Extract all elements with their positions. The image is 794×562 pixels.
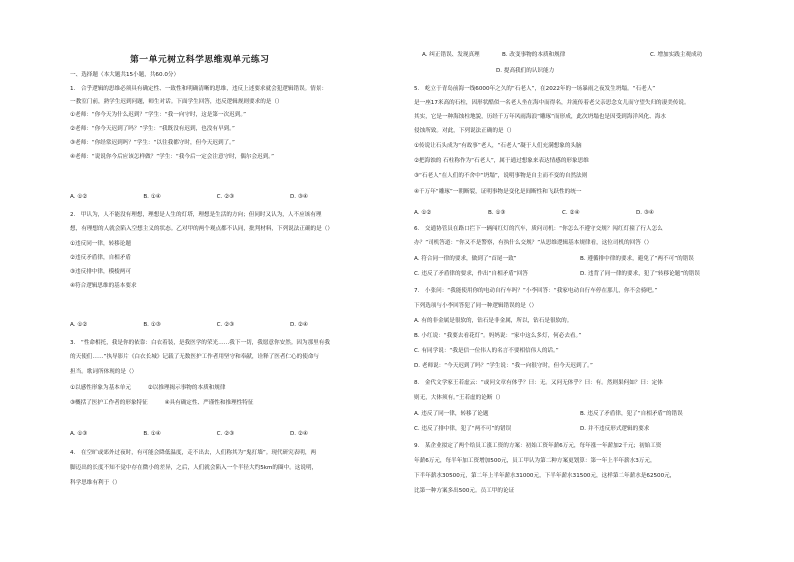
option-c[interactable]: C. ②③ [216, 431, 235, 437]
option-c[interactable]: C. 违反了矛盾律的要求，作出“自相矛盾”回答 [414, 271, 528, 277]
question-1-line: ④老师：“说说你今后应该怎样做？”学生：“我今后一定会注意守时，偶尔会迟到。” [70, 154, 274, 160]
option-b[interactable]: B. ①④ [143, 194, 161, 200]
option-c[interactable]: C. 违反了排中律，犯了“两不可”的错误 [414, 426, 512, 432]
question-6-line: 办？”司机答道：“你又不是警察，有执什么交规？”从思维逻辑基本规律看，这位司机的回答（） [414, 240, 653, 246]
option-d[interactable]: D. ②④ [289, 322, 308, 328]
option-d[interactable]: D. ③④ [289, 194, 308, 200]
question-5-options [414, 210, 676, 217]
option-c[interactable]: C. ②③ [216, 322, 235, 328]
question-3-line: 的天使们……”执导影片《白衣长城》记载了无数医护工作者用坚守和奉献，诠释了医者仁心的使命与 [70, 354, 320, 360]
question-2-line: 想，有理想的人就会陷入空想主义的状态。乙对甲的两个观点都不认同，批判材料，下列说法正确的是（） [70, 226, 333, 232]
question-2-options [70, 322, 330, 329]
option-c[interactable]: C. 有同学说：“我是信一位伟人的名言不要相信伟人的话。” [414, 348, 559, 354]
option-a[interactable]: A. ①② [70, 322, 88, 328]
option-c[interactable]: C. 增加实践主观成功 [650, 52, 703, 58]
question-5-line: 其实，它是一种海蚀柱地貌，历经千万年风雨海浪“雕琢”而形成，此次坍塌也是因受到海洋风化、海水 [414, 114, 666, 120]
question-5-line: ①传说让石头成为“有故事”老人，“石老人”凝于人们充满想象的头脑 [414, 143, 582, 149]
option-d[interactable]: D. 提高我们的认识能力 [496, 68, 555, 74]
section-heading: 一、选择题（本大题共15小题，共60.0分） [70, 72, 180, 78]
question-1-line: ②老师：“你今天迟到了吗？”学生：“我既没有迟到，也没有早到。” [70, 126, 235, 132]
option-a[interactable]: A. 纠正错误、发现真理 [422, 52, 480, 58]
question-9-line: 9. 某企业拟定了两个给员工涨工资的方案：初始工资年薪6万元，每年涨一年薪加2千元；初始工资 [414, 443, 662, 449]
question-6-line: 6. 交通协管员在路口拦下一辆闯红灯的汽车，质问司机：“你怎么不遵守交规？闯红灯撞了行人怎么 [414, 226, 663, 232]
question-1-options [70, 194, 330, 201]
option-a[interactable]: A. 有的非金属是很软的，钻石是非金属，所以，钻石是很软的。 [414, 318, 573, 324]
question-1-line: 1. 合乎逻辑的思维必须具有确定性、一致性和明确清晰的思维，违反上述要求就会犯逻辑错误。情景： [70, 86, 328, 92]
option-c[interactable]: C. ②③ [216, 194, 235, 200]
option-d[interactable]: D. ③④ [636, 210, 654, 216]
question-5-line: 是一座17米高的石柱，因形状酷似一名老人坐在海中而得名，并流传着老父亲思念女儿而守望失归的凄美传说。 [414, 100, 690, 106]
option-b[interactable]: B. 遵循排中律的要求，避免了“两不可”的错误 [580, 256, 694, 262]
question-3-line: ①以感性形象为基本单元 ②以推理揭示事物的本质和规律 [70, 385, 226, 391]
option-a[interactable]: A. 违反了同一律，转移了论题 [414, 411, 489, 417]
question-2-line: ③违反排中律，模棱两可 [70, 269, 131, 275]
question-3-line: ③概括了医护工作者的形象特征 ④具有确定性、严谨性和推理性特征 [70, 400, 254, 406]
option-b[interactable]: B. ①③ [143, 322, 161, 328]
option-c[interactable]: C. ②④ [562, 210, 580, 216]
option-a[interactable]: A. ①② [70, 194, 88, 200]
question-1-line: ①老师：“你今天为什么迟到？”学生：“我一向守时，这是第一次迟到。” [70, 112, 247, 118]
question-1-line: ③老师：“你经常迟到吗？”学生：“以往我都守时，但今天迟到了。” [70, 140, 235, 146]
question-2-line: ②违反矛盾律，自相矛盾 [70, 255, 131, 261]
question-9-line: 比第一种方案多出500元。员工甲的论证 [414, 488, 515, 494]
question-5-line: ④千万年“雕琢”一朝断裂，证明事物是变化是间断性和飞跃性的统一 [414, 189, 582, 195]
question-9-line: 年薪6万元，每半年加工资增加500元，员工甲认为第二种方案更划算：第一年上半年薪水3万元， [414, 458, 656, 464]
question-4-line: 脚迈出的长度不知不觉中存在微小的差异，之后，人们就会陷入一个半径大约5km的圈中。这说明， [70, 465, 318, 471]
option-d[interactable]: D. 并不违反形式逻辑的要求 [580, 426, 650, 432]
question-4-line: 4. 在空旷或郊外过夜时，有可能会降低温度，走不出去，人们称其为“鬼打墙”。现代研究表明，两 [70, 450, 317, 456]
option-b[interactable]: B. ①④ [143, 431, 161, 437]
option-a[interactable]: A. 符合同一律的要求，做到了“首尾一致” [414, 256, 517, 262]
option-d[interactable]: D. 违背了同一律的要求，犯了“转移论题”的错误 [580, 271, 700, 277]
question-7-line: 7. 小张问：“我能使用你的电动自行车吗？”小李回答：“我家电动自行车停在那儿，你不会骑吧。” [414, 288, 658, 294]
option-a[interactable]: A. ①② [414, 210, 432, 216]
question-7-line: 下列选项与小李回答犯了同一种逻辑错误的是（） [414, 303, 538, 309]
option-b[interactable]: B. 改变事物的本质和规律 [502, 52, 566, 58]
question-1-line: 一教室门前，熟学生迟到问题，师生对话。下面学生回答，违反逻辑规则要求的是（） [70, 99, 283, 105]
question-3-line: 担当。歌词所体现的是（） [70, 369, 138, 375]
option-a[interactable]: A. ①③ [70, 431, 88, 437]
question-9-line: 下半年薪水30500元，第二年上半年薪水31000元，下半年薪水31500元，这样第二年薪水是62500元， [414, 473, 676, 479]
question-2-line: ④符合逻辑思维的基本要求 [70, 283, 137, 289]
question-8-line: 则无，大体须有。”王若虚的论断（） [414, 395, 504, 401]
question-3-line: 3. “性命相托，我是你的依靠：白衣着装，是我医学的荣光……我下一切，我愿意你安然。因为那里有我 [70, 340, 330, 346]
question-2-line: ①违反同一律，转移论题 [70, 241, 131, 247]
question-3-options [70, 431, 330, 438]
question-5-line: ②把海蚀的 石柱称作为“石老人”，属于通过想象来表达情感的形象思维 [414, 158, 589, 164]
option-b[interactable]: B. 小红说：“我要去看花灯”。妈妈说：“家中这么多灯，何必去看。” [414, 333, 582, 339]
question-4-line: 科学思维有利于（） [70, 480, 121, 486]
option-b[interactable]: B. ①③ [488, 210, 506, 216]
question-5-line: 5. 屹立于青岛前海一线6000年之久的“石老人”，在2022年的一场暴雨之夜发生坍塌。“石老人” [414, 86, 656, 92]
page-title: 第一单元树立科学思维观单元练习 [130, 55, 270, 65]
option-b[interactable]: B. 违反了矛盾律，犯了“自相矛盾”的错误 [580, 411, 683, 417]
option-d[interactable]: D. 老师说：“今天迟到了吗？”学生说：“我一向很守时，但今天迟到了。” [414, 363, 593, 369]
question-2-line: 2. 甲认为，人不能没有理想，理想是人生的灯塔，理想是生活的方向；但同时又认为，人不应该有理 [70, 212, 322, 218]
question-5-line: ③“石老人”在人们的不舍中“坍塌”，说明事物是自主而不变的自然法则 [414, 173, 588, 179]
option-d[interactable]: D. ②④ [289, 431, 308, 437]
question-5-line: 侵蚀所致。对此，下列说法正确的是（） [414, 128, 515, 134]
question-8-line: 8. 金代文学家王若虚云：“或问文章有体乎？曰：无。又问无体乎？曰：有。然则果何如？曰：定体 [414, 380, 663, 386]
